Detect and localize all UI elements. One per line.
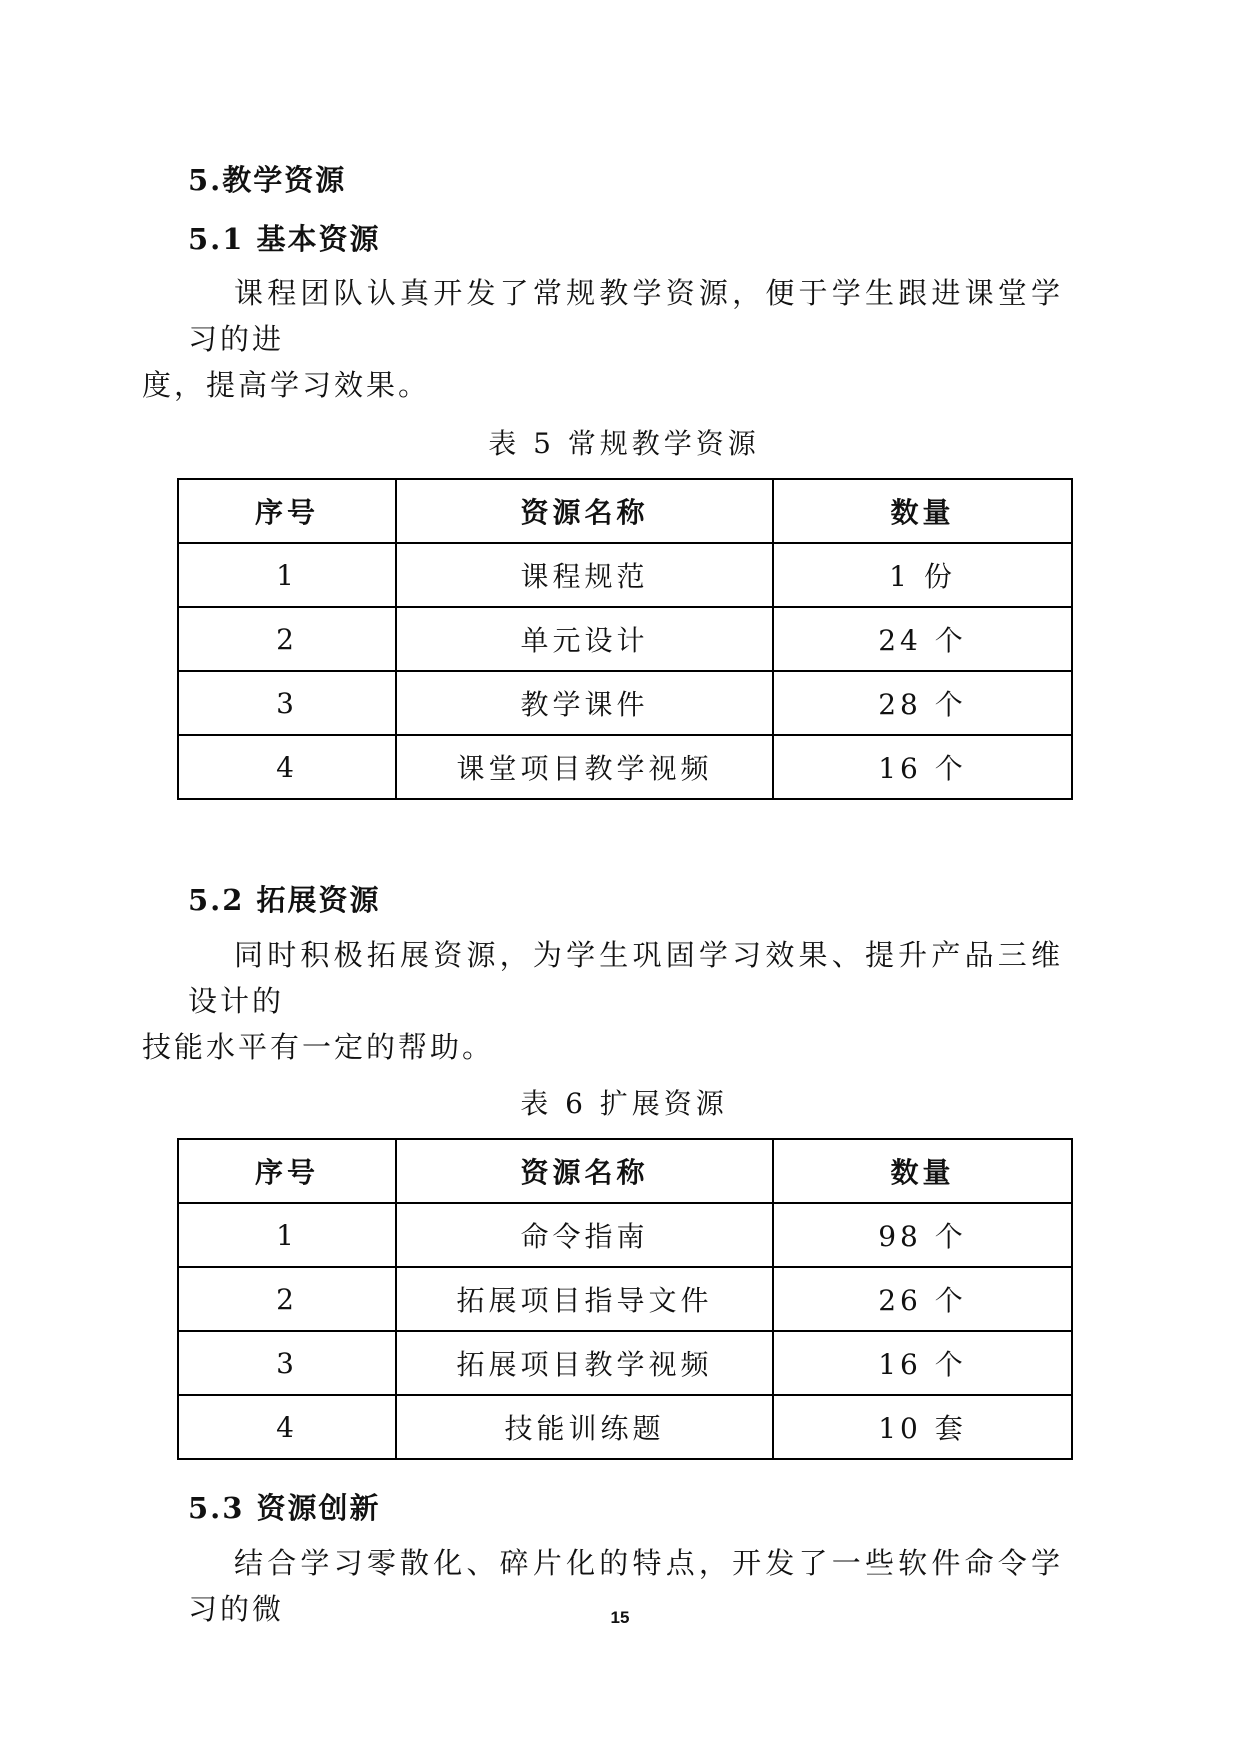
cell-name: 命令指南 [396,1203,773,1267]
cell-index: 2 [178,607,396,671]
page-number: 15 [610,1608,630,1627]
table-row [178,607,1072,671]
paragraph-line: 度，提高学习效果。 [142,368,431,402]
cell-name: 拓展项目指导文件 [396,1267,773,1331]
paragraph-extended-resources [142,932,1063,1070]
cell-name: 单元设计 [396,607,773,671]
cell-name: 技能训练题 [396,1395,773,1459]
paragraph-line: 课程团队认真开发了常规教学资源，便于学生跟进课堂学习的进 [188,276,1063,356]
cell-index: 3 [178,1331,396,1395]
section-heading-5-1: 5.1 基本资源 [188,222,381,256]
section-heading-5-2: 5.2 拓展资源 [188,883,381,917]
section-heading-5: 5.教学资源 [188,163,347,197]
cell-index: 1 [178,543,396,607]
paragraph-line: 同时积极拓展资源，为学生巩固学习效果、提升产品三维设计的 [188,938,1063,1018]
header-cell-index: 序号 [178,1139,396,1203]
header-cell-name: 资源名称 [396,479,773,543]
paragraph-line: 结合学习零散化、碎片化的特点，开发了一些软件命令学习的微 [188,1546,1063,1626]
table-extended-resources [177,1138,1073,1460]
table-6-caption: 表 6 扩展资源 [520,1087,728,1120]
cell-name: 拓展项目教学视频 [396,1331,773,1395]
cell-name: 教学课件 [396,671,773,735]
header-cell-quantity: 数量 [773,1139,1072,1203]
cell-index: 4 [178,1395,396,1459]
cell-index: 4 [178,735,396,799]
table-row [178,735,1072,799]
header-cell-quantity: 数量 [773,479,1072,543]
cell-index: 2 [178,1267,396,1331]
table-row [178,1267,1072,1331]
paragraph-line: 技能水平有一定的帮助。 [142,1030,495,1064]
table-row [178,1395,1072,1459]
cell-index: 3 [178,671,396,735]
cell-quantity: 16 个 [773,735,1072,799]
cell-quantity: 10 套 [773,1395,1072,1459]
table-5-caption: 表 5 常规教学资源 [488,427,760,460]
cell-quantity: 24 个 [773,607,1072,671]
cell-name: 课程规范 [396,543,773,607]
table-row [178,1203,1072,1267]
header-cell-name: 资源名称 [396,1139,773,1203]
cell-name: 课堂项目教学视频 [396,735,773,799]
table-row [178,671,1072,735]
cell-quantity: 16 个 [773,1331,1072,1395]
cell-quantity: 98 个 [773,1203,1072,1267]
cell-index: 1 [178,1203,396,1267]
table-header-row [178,479,1072,543]
section-heading-5-3: 5.3 资源创新 [188,1491,381,1525]
cell-quantity: 28 个 [773,671,1072,735]
table-row [178,1331,1072,1395]
table-basic-resources [177,478,1073,800]
cell-quantity: 1 份 [773,543,1072,607]
cell-quantity: 26 个 [773,1267,1072,1331]
header-cell-index: 序号 [178,479,396,543]
table-header-row [178,1139,1072,1203]
paragraph-basic-resources [142,270,1063,408]
table-row [178,543,1072,607]
